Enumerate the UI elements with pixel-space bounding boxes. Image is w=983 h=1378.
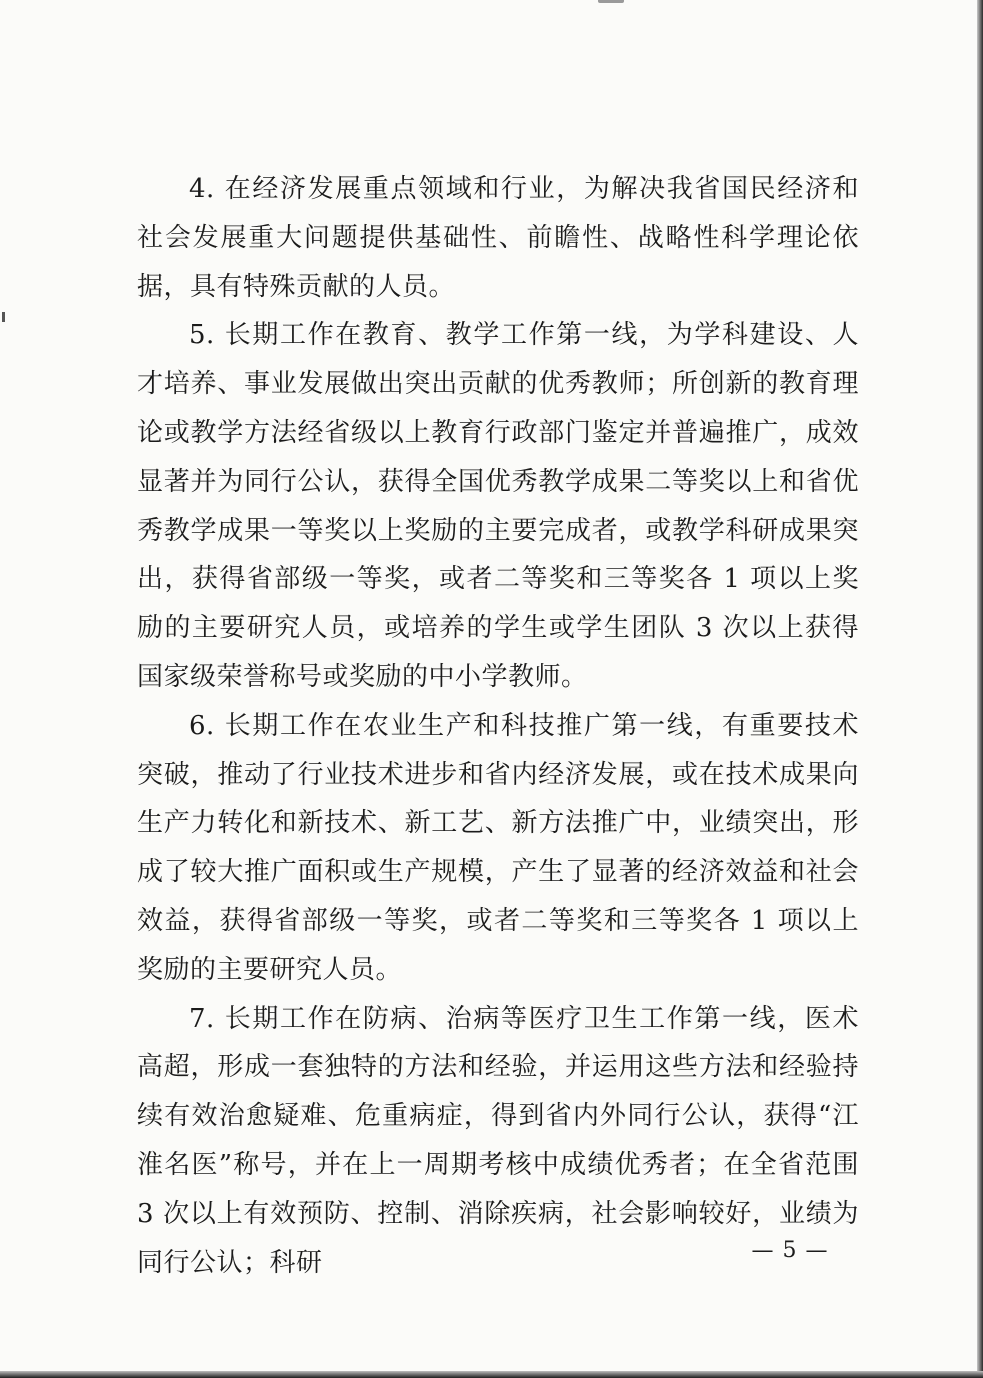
paragraph-item-5: 5. 长期工作在教育、教学工作第一线，为学科建设、人才培养、事业发展做出突出贡献的优秀教师；所创新的教育理论或教学方法经省级以上教育行政部门鉴定并普遍推广，成效显著并为同行公认，获得全国优秀教学成果二等奖以上和省优秀教学成果一等奖以上奖励的主要完成者，或教学科研成果突出，获得省部级一等奖，或者二等奖和三等奖各 1 项以上奖励的主要研究人员，或培养的学生或学生团队 3 次以上获得国家级荣誉称号或奖励的中小学教师。 xyxy=(137,320,859,692)
scan-border-bottom xyxy=(0,1371,983,1378)
paragraph-item-6: 6. 长期工作在农业生产和科技推广第一线，有重要技术突破，推动了行业技术进步和省内经济发展，或在技术成果向生产力转化和新技术、新工艺、新方法推广中，业绩突出，形成了较大推广面积或生产规模，产生了显著的经济效益和社会效益，获得省部级一等奖，或者二等奖和三等奖各 1 项以上奖励的主要研究人员。 xyxy=(137,710,859,985)
document-body xyxy=(137,165,859,1287)
scan-border-right xyxy=(977,0,983,1378)
scan-artifact-top xyxy=(598,0,624,3)
scan-artifact-left xyxy=(2,312,5,322)
page-number: — 5 — xyxy=(751,1238,829,1263)
paragraph-item-7: 7. 长期工作在防病、治病等医疗卫生工作第一线，医术高超，形成一套独特的方法和经验，并运用这些方法和经验持续有效治愈疑难、危重病症，得到省内外同行公认，获得“江淮名医”称号，并在上一周期考核中成绩优秀者；在全省范围 3 次以上有效预防、控制、消除疾病，社会影响较好，业绩为同行公认；科研 xyxy=(137,1003,859,1278)
paragraph-item-4: 4. 在经济发展重点领域和行业，为解决我省国民经济和社会发展重大问题提供基础性、前瞻性、战略性科学理论依据，具有特殊贡献的人员。 xyxy=(137,174,859,302)
